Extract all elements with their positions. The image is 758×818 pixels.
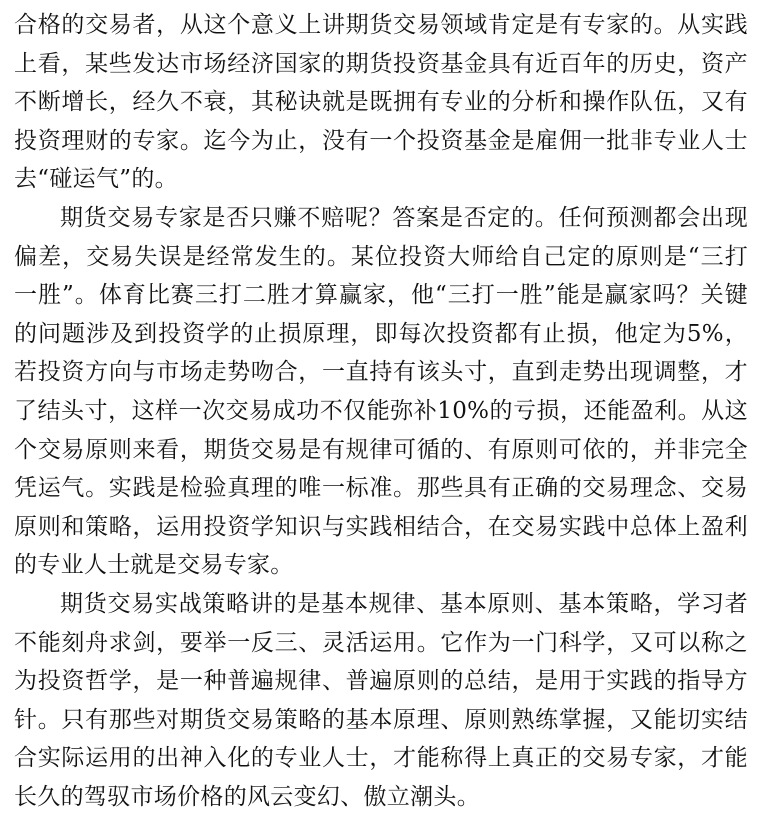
paragraph-1: 合格的交易者，从这个意义上讲期货交易领域肯定是有专家的。从实践上看，某些发达市场经济国家的期货投资基金具有近百年的历史，资产不断增长，经久不衰，其秘诀就是既拥有专业的分析和操作队伍，又有投资理财的专家。迄今为止，没有一个投资基金是雇佣一批非专业人士去“碰运气”的。: [14, 12, 748, 193]
paragraph-3: 期货交易实战策略讲的是基本规律、基本原则、基本策略，学习者不能刻舟求剑，要举一反三、灵活运用。它作为一门科学，又可以称之为投资哲学，是一种普遍规律、普遍原则的总结，是用于实践的指导方针。只有那些对期货交易策略的基本原理、原则熟练掌握，又能切实结合实际运用的出神入化的专业人士，才能称得上真正的交易专家，才能长久的驾驭市场价格的风云变幻、傲立潮头。: [14, 590, 748, 810]
paragraph-2: 期货交易专家是否只赚不赔呢？答案是否定的。任何预测都会出现偏差，交易失误是经常发生的。某位投资大师给自己定的原则是“三打一胜”。体育比赛三打二胜才算赢家，他“三打一胜”能是赢家吗？关键的问题涉及到投资学的止损原理，即每次投资都有止损，他定为5%，若投资方向与市场走势吻合，一直持有该头寸，直到走势出现调整，才了结头寸，这样一次交易成功不仅能弥补10%的亏损，还能盈利。从这个交易原则来看，期货交易是有规律可循的、有原则可依的，并非完全凭运气。实践是检验真理的唯一标准。那些具有正确的交易理念、交易原则和策略，运用投资学知识与实践相结合，在交易实践中总体上盈利的专业人士就是交易专家。: [14, 204, 748, 579]
